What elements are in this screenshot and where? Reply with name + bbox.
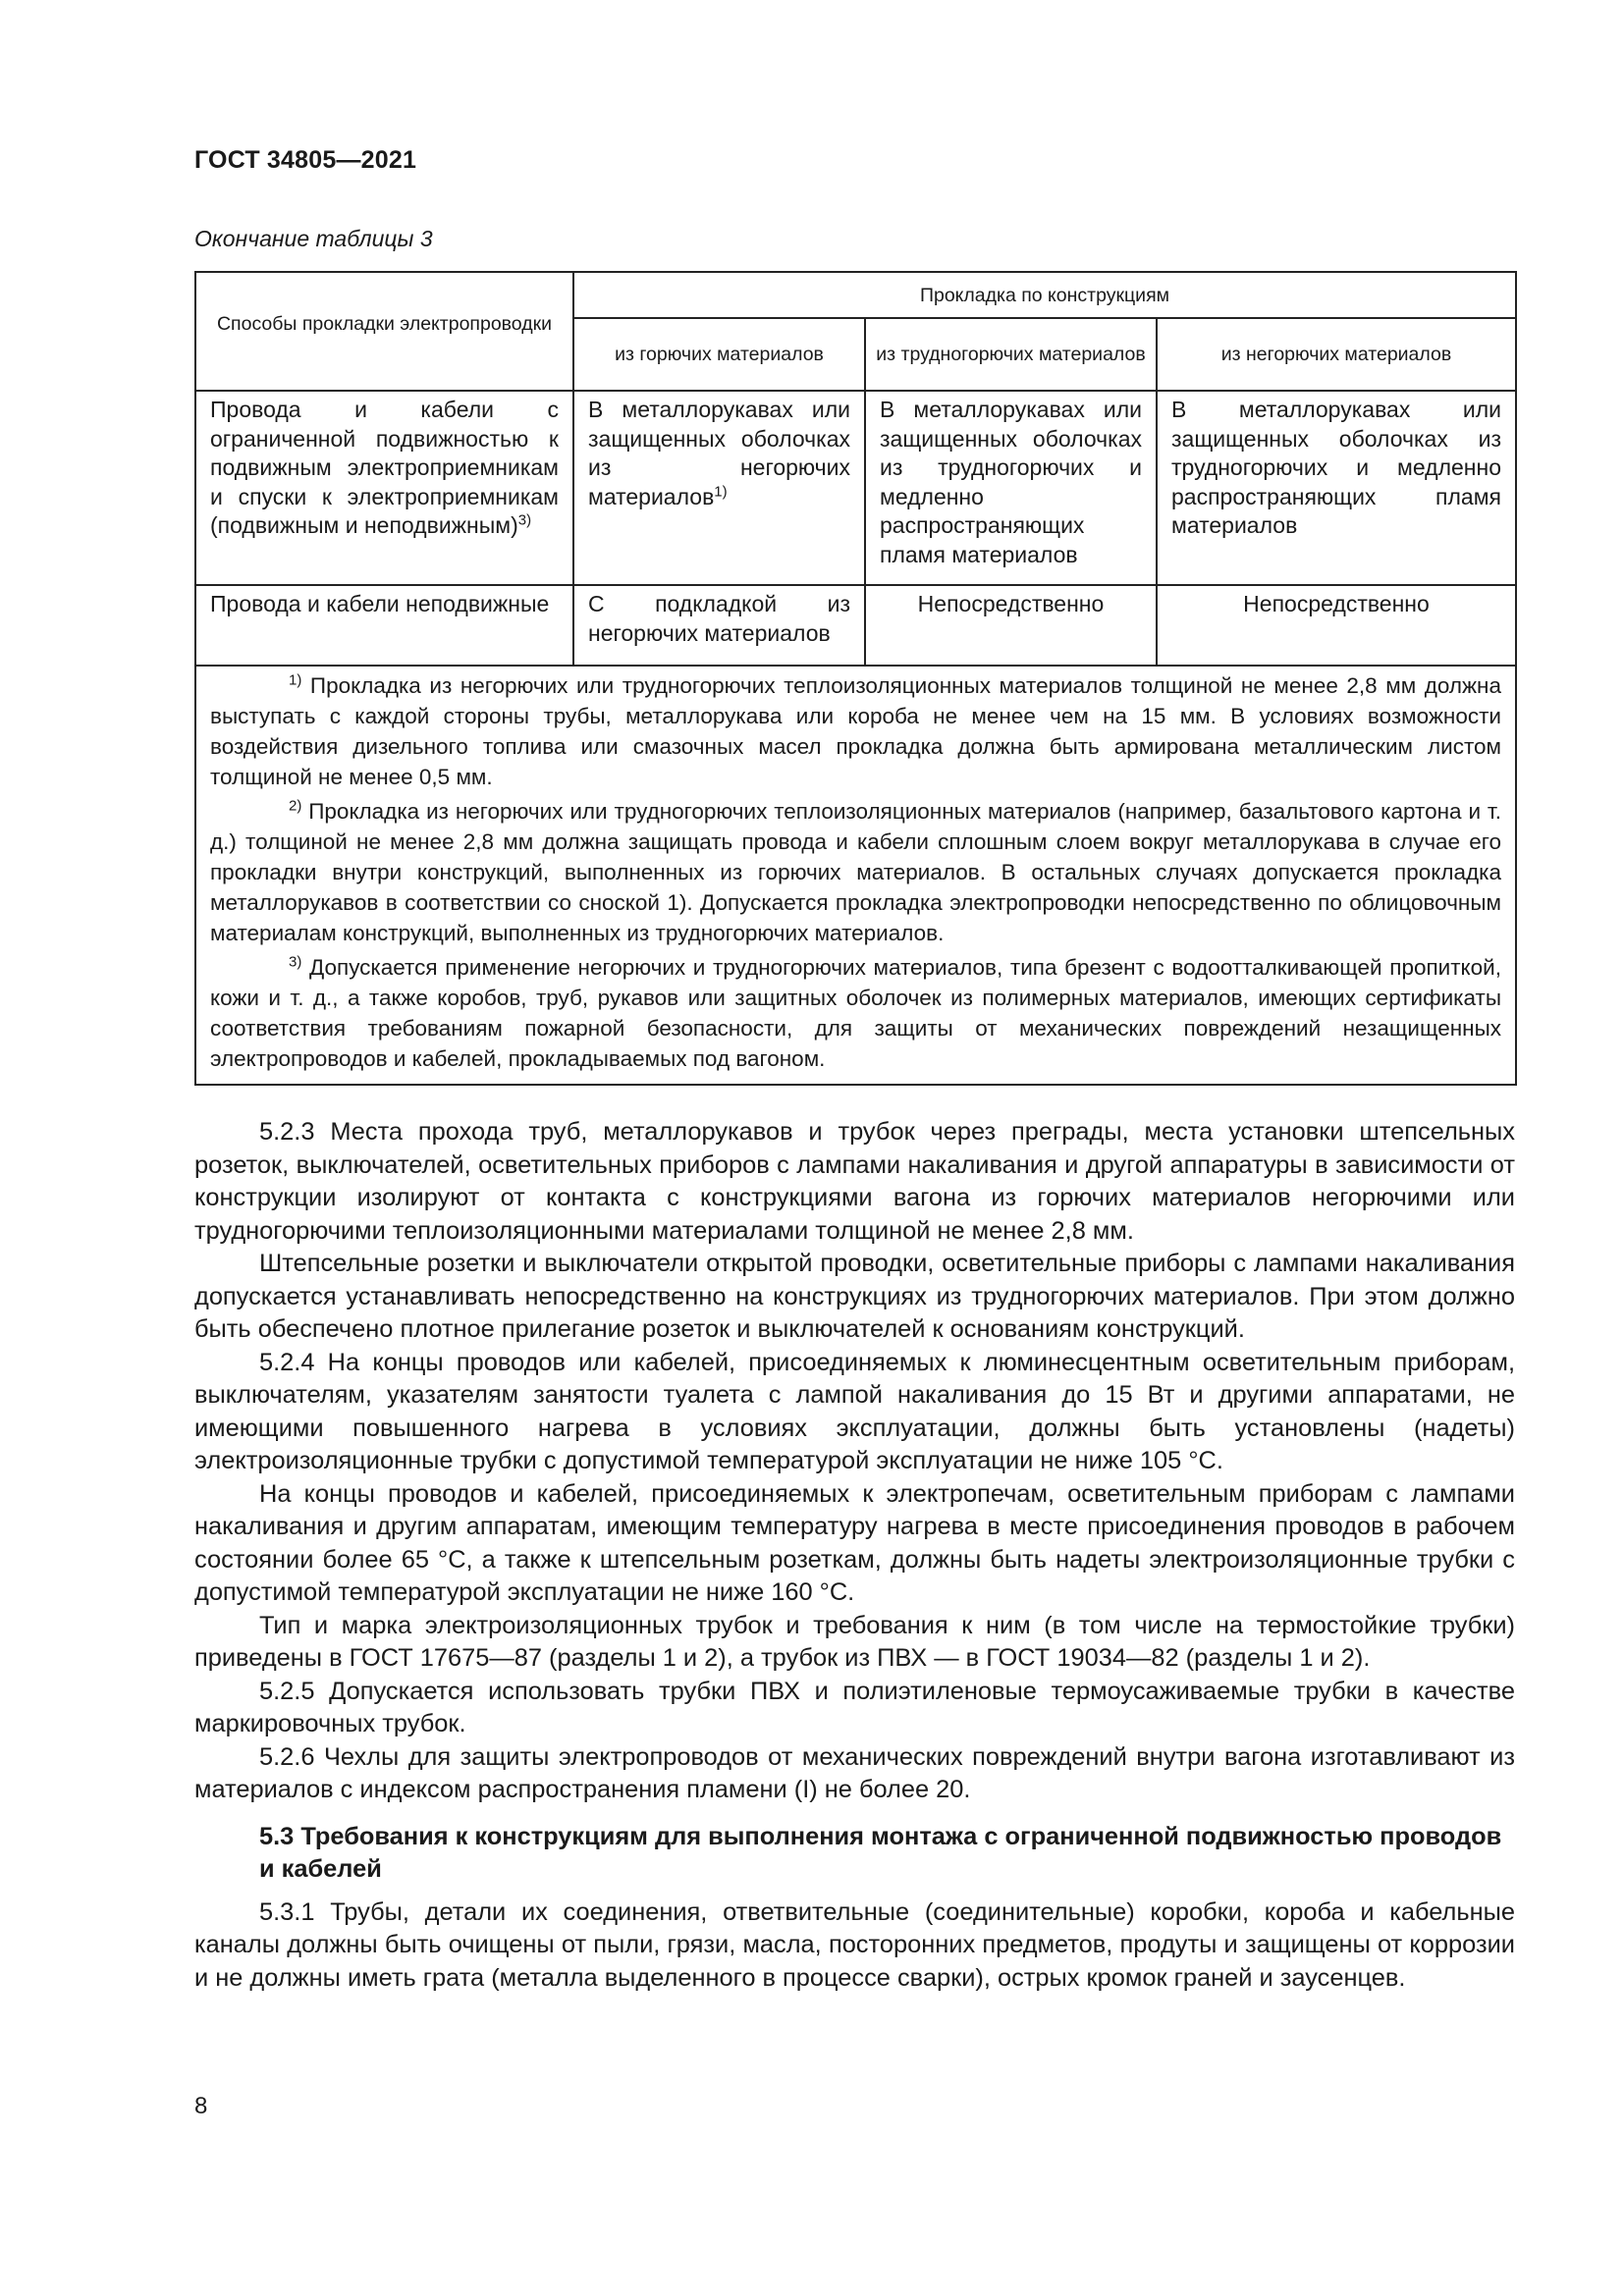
table-note (210, 670, 1501, 792)
cell-noncombustible: Непосредственно (1157, 585, 1516, 666)
page-number: 8 (194, 2093, 208, 2119)
footnote-mark: 2) (289, 797, 302, 815)
cell-method: Провода и кабели неподвижные (195, 585, 573, 666)
paragraph-5-3-1: 5.3.1 Трубы, детали их соединения, ответвительные (соединительные) коробки, короба и кабельные каналы должны быть очищены от пыли, грязи, масла, посторонних предметов, продуты и защищены от коррозии и не должны иметь грата (металла выделенного в процессе сварки), острых кромок граней и заусенцев. (194, 1897, 1515, 1992)
note-text: Прокладка из негорючих или трудногорючих теплоизоляционных материалов (например, базальтового картона и т. д.) толщиной не менее 2,8 мм должна защищать провода и кабели сплошным слоем вокруг металлорукава в случае его прокладки внутри конструкций, выполненных из горючих материалов. В остальных случаях допускается прокладка металлорукавов в соответствии со сноской 1). Допускается прокладка электропроводки непосредственно по облицовочным материалам конструкций, выполненных из трудногорючих материалов. (210, 799, 1501, 945)
table-header-row (195, 272, 1516, 318)
table-caption: Окончание таблицы 3 (194, 226, 433, 251)
table-notes (195, 666, 1516, 1085)
cell-combustible: С подкладкой из негорючих материалов (573, 585, 865, 666)
footnote-mark: 1) (289, 671, 302, 689)
table-row (195, 585, 1516, 666)
header-noncombustible: из негорючих материалов (1157, 318, 1516, 391)
cell-combustible-text: В металлорукавах или защищенных оболочках из негорючих материалов (588, 397, 850, 509)
paragraph-tube-types: Тип и марка электроизоляционных трубок и требования к ним (в том числе на термостойкие трубки) приведены в ГОСТ 17675—87 (разделы 1 и 2), а трубок из ПВХ — в ГОСТ 19034—82 (разделы 1 и 2). (194, 1611, 1515, 1672)
paragraph-5-2-3: 5.2.3 Места прохода труб, металлорукавов и трубок через преграды, места установки штепсельных розеток, выключателей, осветительных приборов с лампами накаливания и другой аппаратуры в зависимости от конструкции изолируют от контакта с конструкциями вагона из горючих материалов негорючими или трудногорючими теплоизоляционными материалами толщиной не менее 2,8 мм. (194, 1118, 1515, 1245)
cell-noncombustible: В металлорукавах или защищенных оболочках из трудногорючих и медленно распространяющих пламя материалов (1157, 391, 1516, 585)
note-text: Допускается применение негорючих и трудногорючих материалов, типа брезент с водоотталкивающей пропиткой, кожи и т. д., а также коробов, труб, рукавов или защитных оболочек из полимерных материалов, имеющих сертификаты соответствия требованиям пожарной безопасности, для защиты от механических повреждений незащищенных электропроводов и кабелей, прокладываемых под вагоном. (210, 955, 1501, 1071)
body-text (194, 1116, 1515, 1995)
paragraph-heaters: На концы проводов и кабелей, присоединяемых к электропечам, осветительным приборам с лампами накаливания и другим аппаратам, имеющим температуру нагрева в месте присоединения проводов в рабочем состоянии более 65 °С, а также к штепсельным розеткам, должны быть надеты электроизоляционные трубки с допустимой температурой эксплуатации не ниже 160 °С. (194, 1479, 1515, 1606)
header-group-by-construction: Прокладка по конструкциям (573, 272, 1516, 318)
paragraph-sockets: Штепсельные розетки и выключатели открытой проводки, осветительные приборы с лампами накаливания допускается устанавливать непосредственно на конструкциях из трудногорючих материалов. При этом должно быть обеспечено плотное прилегание розеток и выключателей к основаниям конструкций. (194, 1250, 1515, 1343)
table-note (210, 952, 1501, 1074)
header-method: Способы прокладки электропроводки (195, 272, 573, 391)
table-notes-row (195, 666, 1516, 1085)
wiring-methods-table (194, 271, 1517, 1086)
paragraph-5-2-5: 5.2.5 Допускается использовать трубки ПВХ и полиэтиленовые термоусаживаемые трубки в качестве маркировочных трубок. (194, 1677, 1515, 1737)
note-text: Прокладка из негорючих или трудногорючих теплоизоляционных материалов толщиной не менее 2,8 мм должна выступать с каждой стороны трубы, металлорукава или короба не менее чем на 15 мм. В условиях возможности воздействия дизельного топлива или смазочных масел прокладка должна быть армирована металлическим листом толщиной не менее 0,5 мм. (210, 673, 1501, 789)
header-combustible: из горючих материалов (573, 318, 865, 391)
paragraph-5-2-4: 5.2.4 На концы проводов или кабелей, присоединяемых к люминесцентным осветительным приборам, выключателям, указателям занятости туалета с лампой накаливания до 15 Вт и другими аппаратами, не имеющими повышенного нагрева в условиях эксплуатации, должны быть установлены (надеты) электроизоляционные трубки с допустимой температурой эксплуатации не ниже 105 °С. (194, 1348, 1515, 1474)
table-row (195, 391, 1516, 585)
footnote-mark: 1) (714, 482, 728, 500)
paragraph-5-2-6: 5.2.6 Чехлы для защиты электропроводов от механических повреждений внутри вагона изготавливают из материалов с индексом распространения пламени (I) не более 20. (194, 1742, 1515, 1803)
table-note (210, 796, 1501, 948)
cell-hard-combustible: Непосредственно (865, 585, 1157, 666)
header-hard-combustible: из трудногорючих материалов (865, 318, 1157, 391)
cell-method (195, 391, 573, 585)
cell-combustible (573, 391, 865, 585)
section-title-5-3: 5.3 Требования к конструкциям для выполнения монтажа с ограниченной подвижностью проводов и кабелей (259, 1822, 1502, 1883)
footnote-mark: 3) (289, 953, 302, 971)
cell-method-text: Провода и кабели с ограниченной подвижностью к подвижным электроприемникам и спуски к электроприемникам (подвижным и неподвижным) (210, 397, 559, 538)
document-code-header: ГОСТ 34805—2021 (194, 146, 417, 174)
cell-hard-combustible: В металлорукавах или защищенных оболочках из трудногорючих и медленно распространяющих пламя материалов (865, 391, 1157, 585)
footnote-mark: 3) (517, 511, 532, 529)
